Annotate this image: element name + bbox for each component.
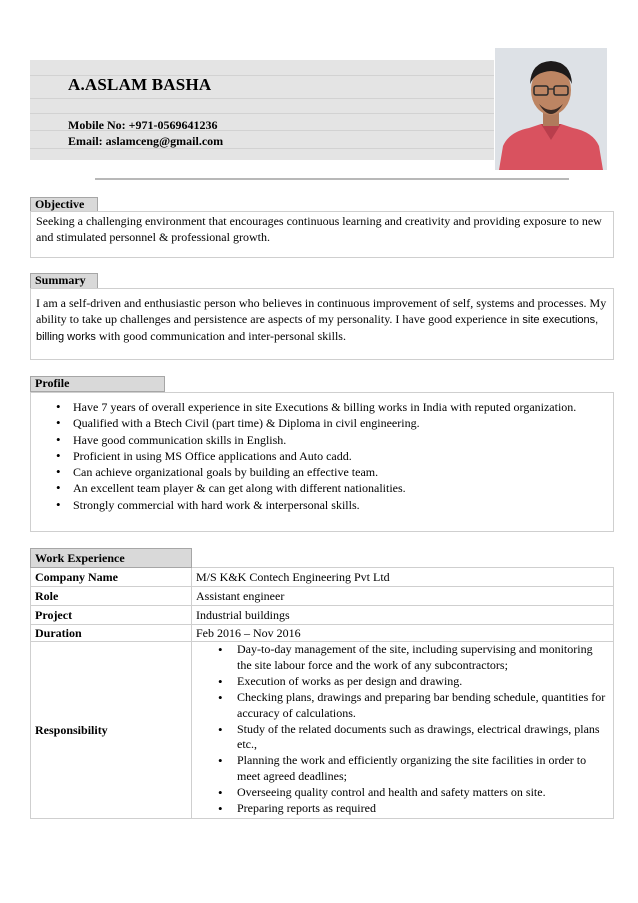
- list-item: • Checking plans, drawings and preparing bar bending schedule, quantities for accuracy of calculations.: [237, 690, 607, 722]
- duration-label: Duration: [31, 625, 192, 642]
- person-photo-icon: [495, 48, 607, 170]
- list-item: • Day-to-day management of the site, including supervising and monitoring the site labour force and the work of any subcontractors;: [237, 642, 607, 674]
- profile-list: [73, 399, 603, 513]
- email-address: Email: aslamceng@gmail.com: [68, 134, 224, 148]
- list-item: • Proficient in using MS Office applications and Auto cadd.: [73, 448, 603, 464]
- objective-text: Seeking a challenging environment that encourages continuous learning and creativity and providing exposure to new and stimulated personnel & professional growth.: [36, 214, 602, 244]
- company-value: M/S K&K Contech Engineering Pvt Ltd: [192, 568, 614, 587]
- list-item: • Can achieve organizational goals by building an effective team.: [73, 464, 603, 480]
- list-item: • An excellent team player & can get along with different nationalities.: [73, 480, 603, 496]
- responsibility-list: [192, 642, 613, 817]
- work-experience-table: [30, 548, 614, 819]
- list-item: • Have 7 years of overall experience in site Executions & billing works in India with reputed organization.: [73, 399, 603, 415]
- duration-value: Feb 2016 – Nov 2016: [192, 625, 614, 642]
- summary-text: [36, 295, 609, 345]
- header-divider: [30, 113, 494, 114]
- table-row: [31, 625, 614, 642]
- list-item: • Planning the work and efficiently organizing the site facilities in order to meet agreed deadlines;: [237, 753, 607, 785]
- company-label: Company Name: [31, 568, 192, 587]
- summary-text-part: with good communication and inter-personal skills.: [95, 329, 346, 343]
- project-label: Project: [31, 606, 192, 625]
- table-row: [31, 587, 614, 606]
- list-item: • Have good communication skills in English.: [73, 432, 603, 448]
- list-item: • Preparing reports as required: [237, 801, 607, 817]
- summary-highlight: site executions, billing works: [36, 314, 599, 343]
- mobile-number: Mobile No: +971-0569641236: [68, 118, 218, 132]
- objective-box: [30, 211, 614, 258]
- role-label: Role: [31, 587, 192, 606]
- profile-photo: [495, 48, 607, 170]
- table-row: [31, 549, 614, 568]
- list-item: • Execution of works as per design and drawing.: [237, 674, 607, 690]
- responsibility-label: Responsibility: [31, 642, 192, 819]
- profile-box: [30, 392, 614, 532]
- table-row: [31, 606, 614, 625]
- work-experience-heading: Work Experience: [31, 549, 192, 568]
- header-divider: [30, 98, 494, 99]
- list-item: • Qualified with a Btech Civil (part time) & Diploma in civil engineering.: [73, 415, 603, 431]
- table-row: [31, 642, 614, 819]
- table-row: [31, 568, 614, 587]
- responsibility-cell: [192, 642, 614, 819]
- project-value: Industrial buildings: [192, 606, 614, 625]
- summary-box: [30, 288, 614, 360]
- profile-heading: Profile: [30, 376, 165, 392]
- summary-text-part: I am a self-driven and enthusiastic person who believes in continuous improvement of self, systems and processes. My ability to take up challenges and persistence are aspects of my personality. I have good experience in: [36, 296, 607, 326]
- list-item: • Study of the related documents such as drawings, electrical drawings, plans etc.,: [237, 722, 607, 754]
- candidate-name: A.ASLAM BASHA: [68, 75, 212, 94]
- objective-heading: Objective: [30, 197, 98, 212]
- list-item: • Strongly commercial with hard work & interpersonal skills.: [73, 497, 603, 513]
- role-value: Assistant engineer: [192, 587, 614, 606]
- header-rule: [95, 178, 569, 180]
- list-item: • Overseeing quality control and health and safety matters on site.: [237, 785, 607, 801]
- summary-heading: Summary: [30, 273, 98, 289]
